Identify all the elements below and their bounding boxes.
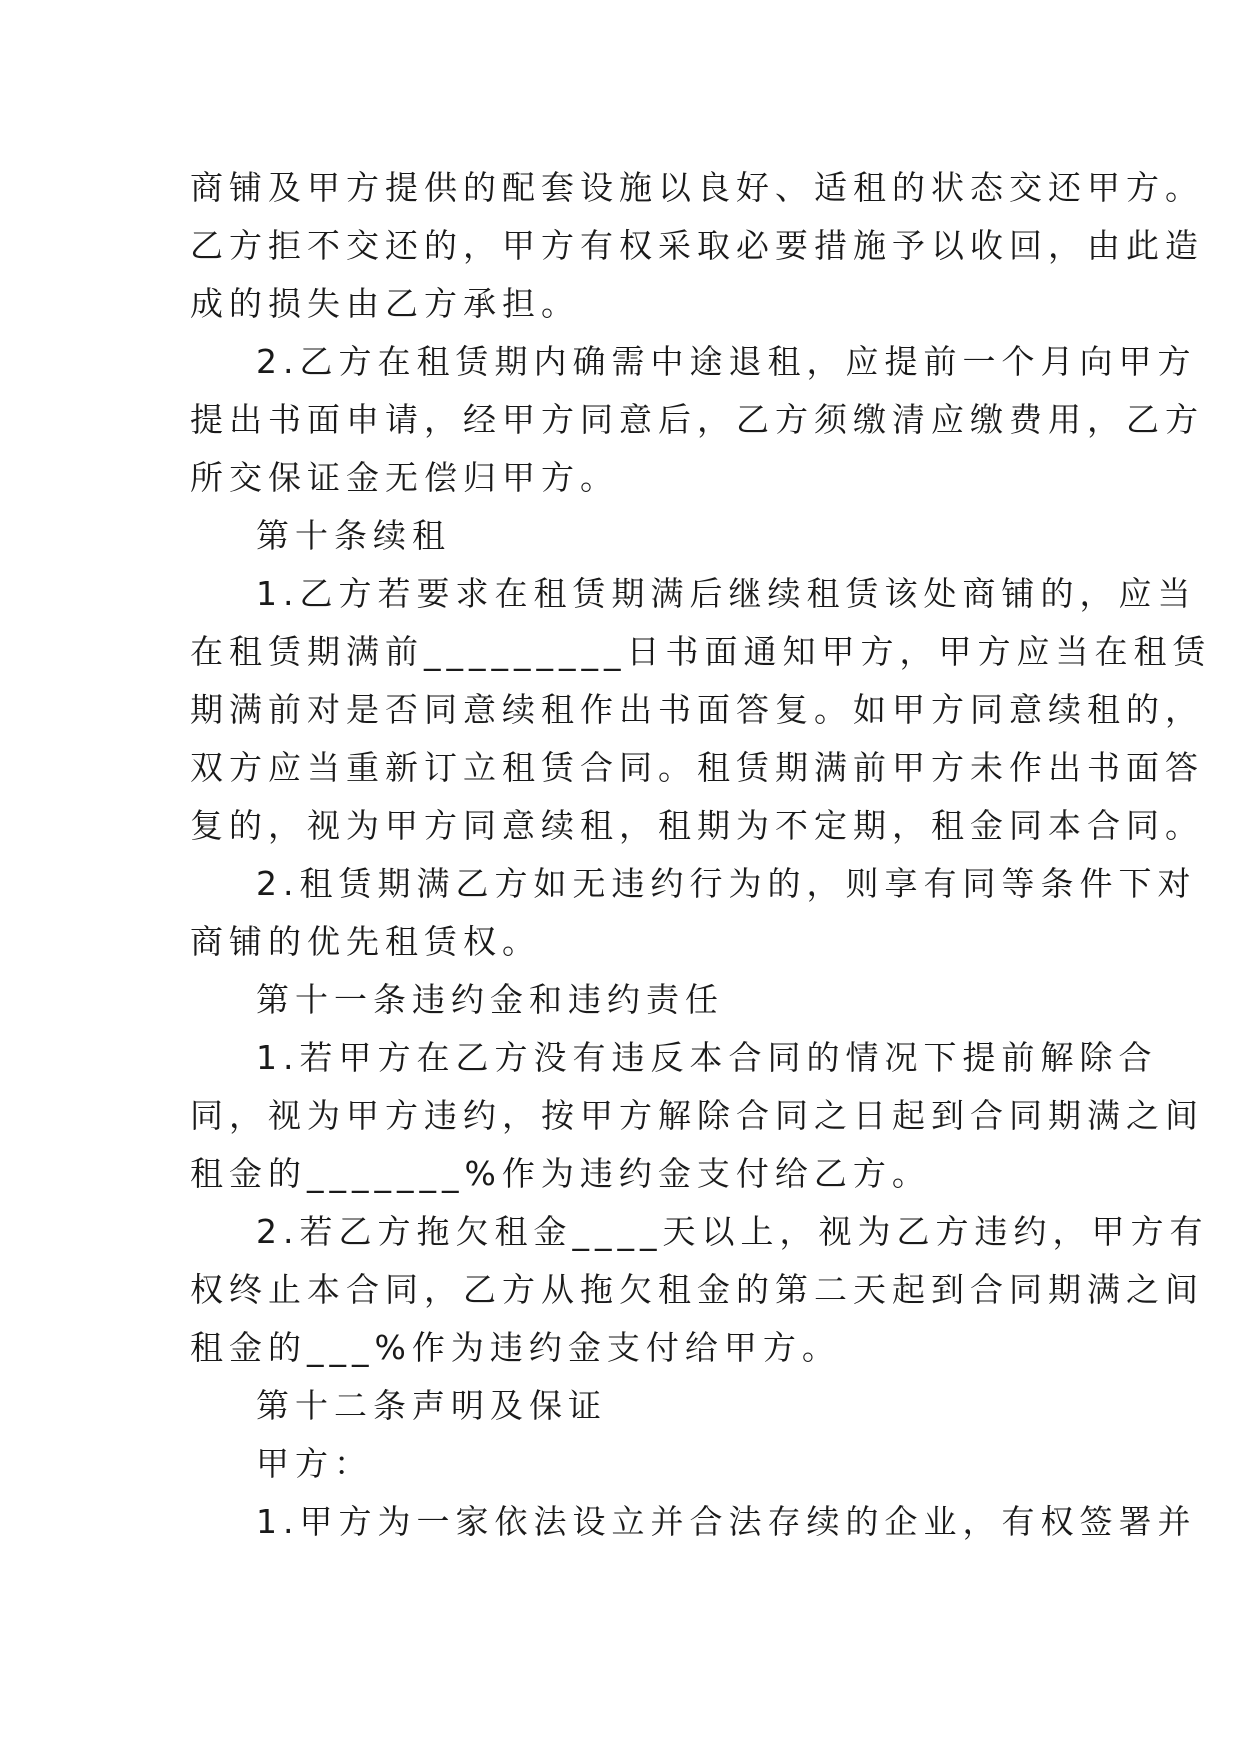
paragraph-line: 权终止本合同，乙方从拖欠租金的第二天起到合同期满之间	[190, 1270, 1204, 1309]
paragraph-line: 在租赁期满前_________日书面通知甲方，甲方应当在租赁	[190, 632, 1212, 671]
paragraph-line: 提出书面申请，经甲方同意后，乙方须缴清应缴费用，乙方	[190, 400, 1204, 439]
paragraph-line: 复的，视为甲方同意续租，租期为不定期，租金同本合同。	[190, 806, 1204, 845]
paragraph-line: 租金的_______%作为违约金支付给乙方。	[190, 1154, 931, 1193]
paragraph-line: 租金的___%作为违约金支付给甲方。	[190, 1328, 841, 1367]
paragraph-line: 1.乙方若要求在租赁期满后继续租赁该处商铺的，应当	[256, 574, 1197, 613]
paragraph-line: 2.租赁期满乙方如无违约行为的，则享有同等条件下对	[256, 864, 1197, 903]
section-heading: 第十二条声明及保证	[256, 1386, 607, 1425]
paragraph-line: 期满前对是否同意续租作出书面答复。如甲方同意续租的，	[190, 690, 1204, 729]
paragraph-line: 双方应当重新订立租赁合同。租赁期满前甲方未作出书面答	[190, 748, 1204, 787]
paragraph-line: 乙方拒不交还的，甲方有权采取必要措施予以收回，由此造	[190, 226, 1204, 265]
paragraph-line: 同，视为甲方违约，按甲方解除合同之日起到合同期满之间	[190, 1096, 1204, 1135]
paragraph-line: 所交保证金无偿归甲方。	[190, 458, 619, 497]
paragraph-line: 2.若乙方拖欠租金____天以上，视为乙方违约，甲方有	[256, 1212, 1209, 1251]
paragraph-line: 商铺及甲方提供的配套设施以良好、适租的状态交还甲方。	[190, 168, 1204, 207]
paragraph-line: 1.甲方为一家依法设立并合法存续的企业，有权签署并	[256, 1502, 1197, 1541]
party-label: 甲方：	[256, 1444, 373, 1483]
section-heading: 第十条续租	[256, 516, 451, 555]
section-heading: 第十一条违约金和违约责任	[256, 980, 724, 1019]
paragraph-line: 成的损失由乙方承担。	[190, 284, 580, 323]
paragraph-line: 2.乙方在租赁期内确需中途退租，应提前一个月向甲方	[256, 342, 1197, 381]
paragraph-line: 1.若甲方在乙方没有违反本合同的情况下提前解除合	[256, 1038, 1158, 1077]
paragraph-line: 商铺的优先租赁权。	[190, 922, 541, 961]
